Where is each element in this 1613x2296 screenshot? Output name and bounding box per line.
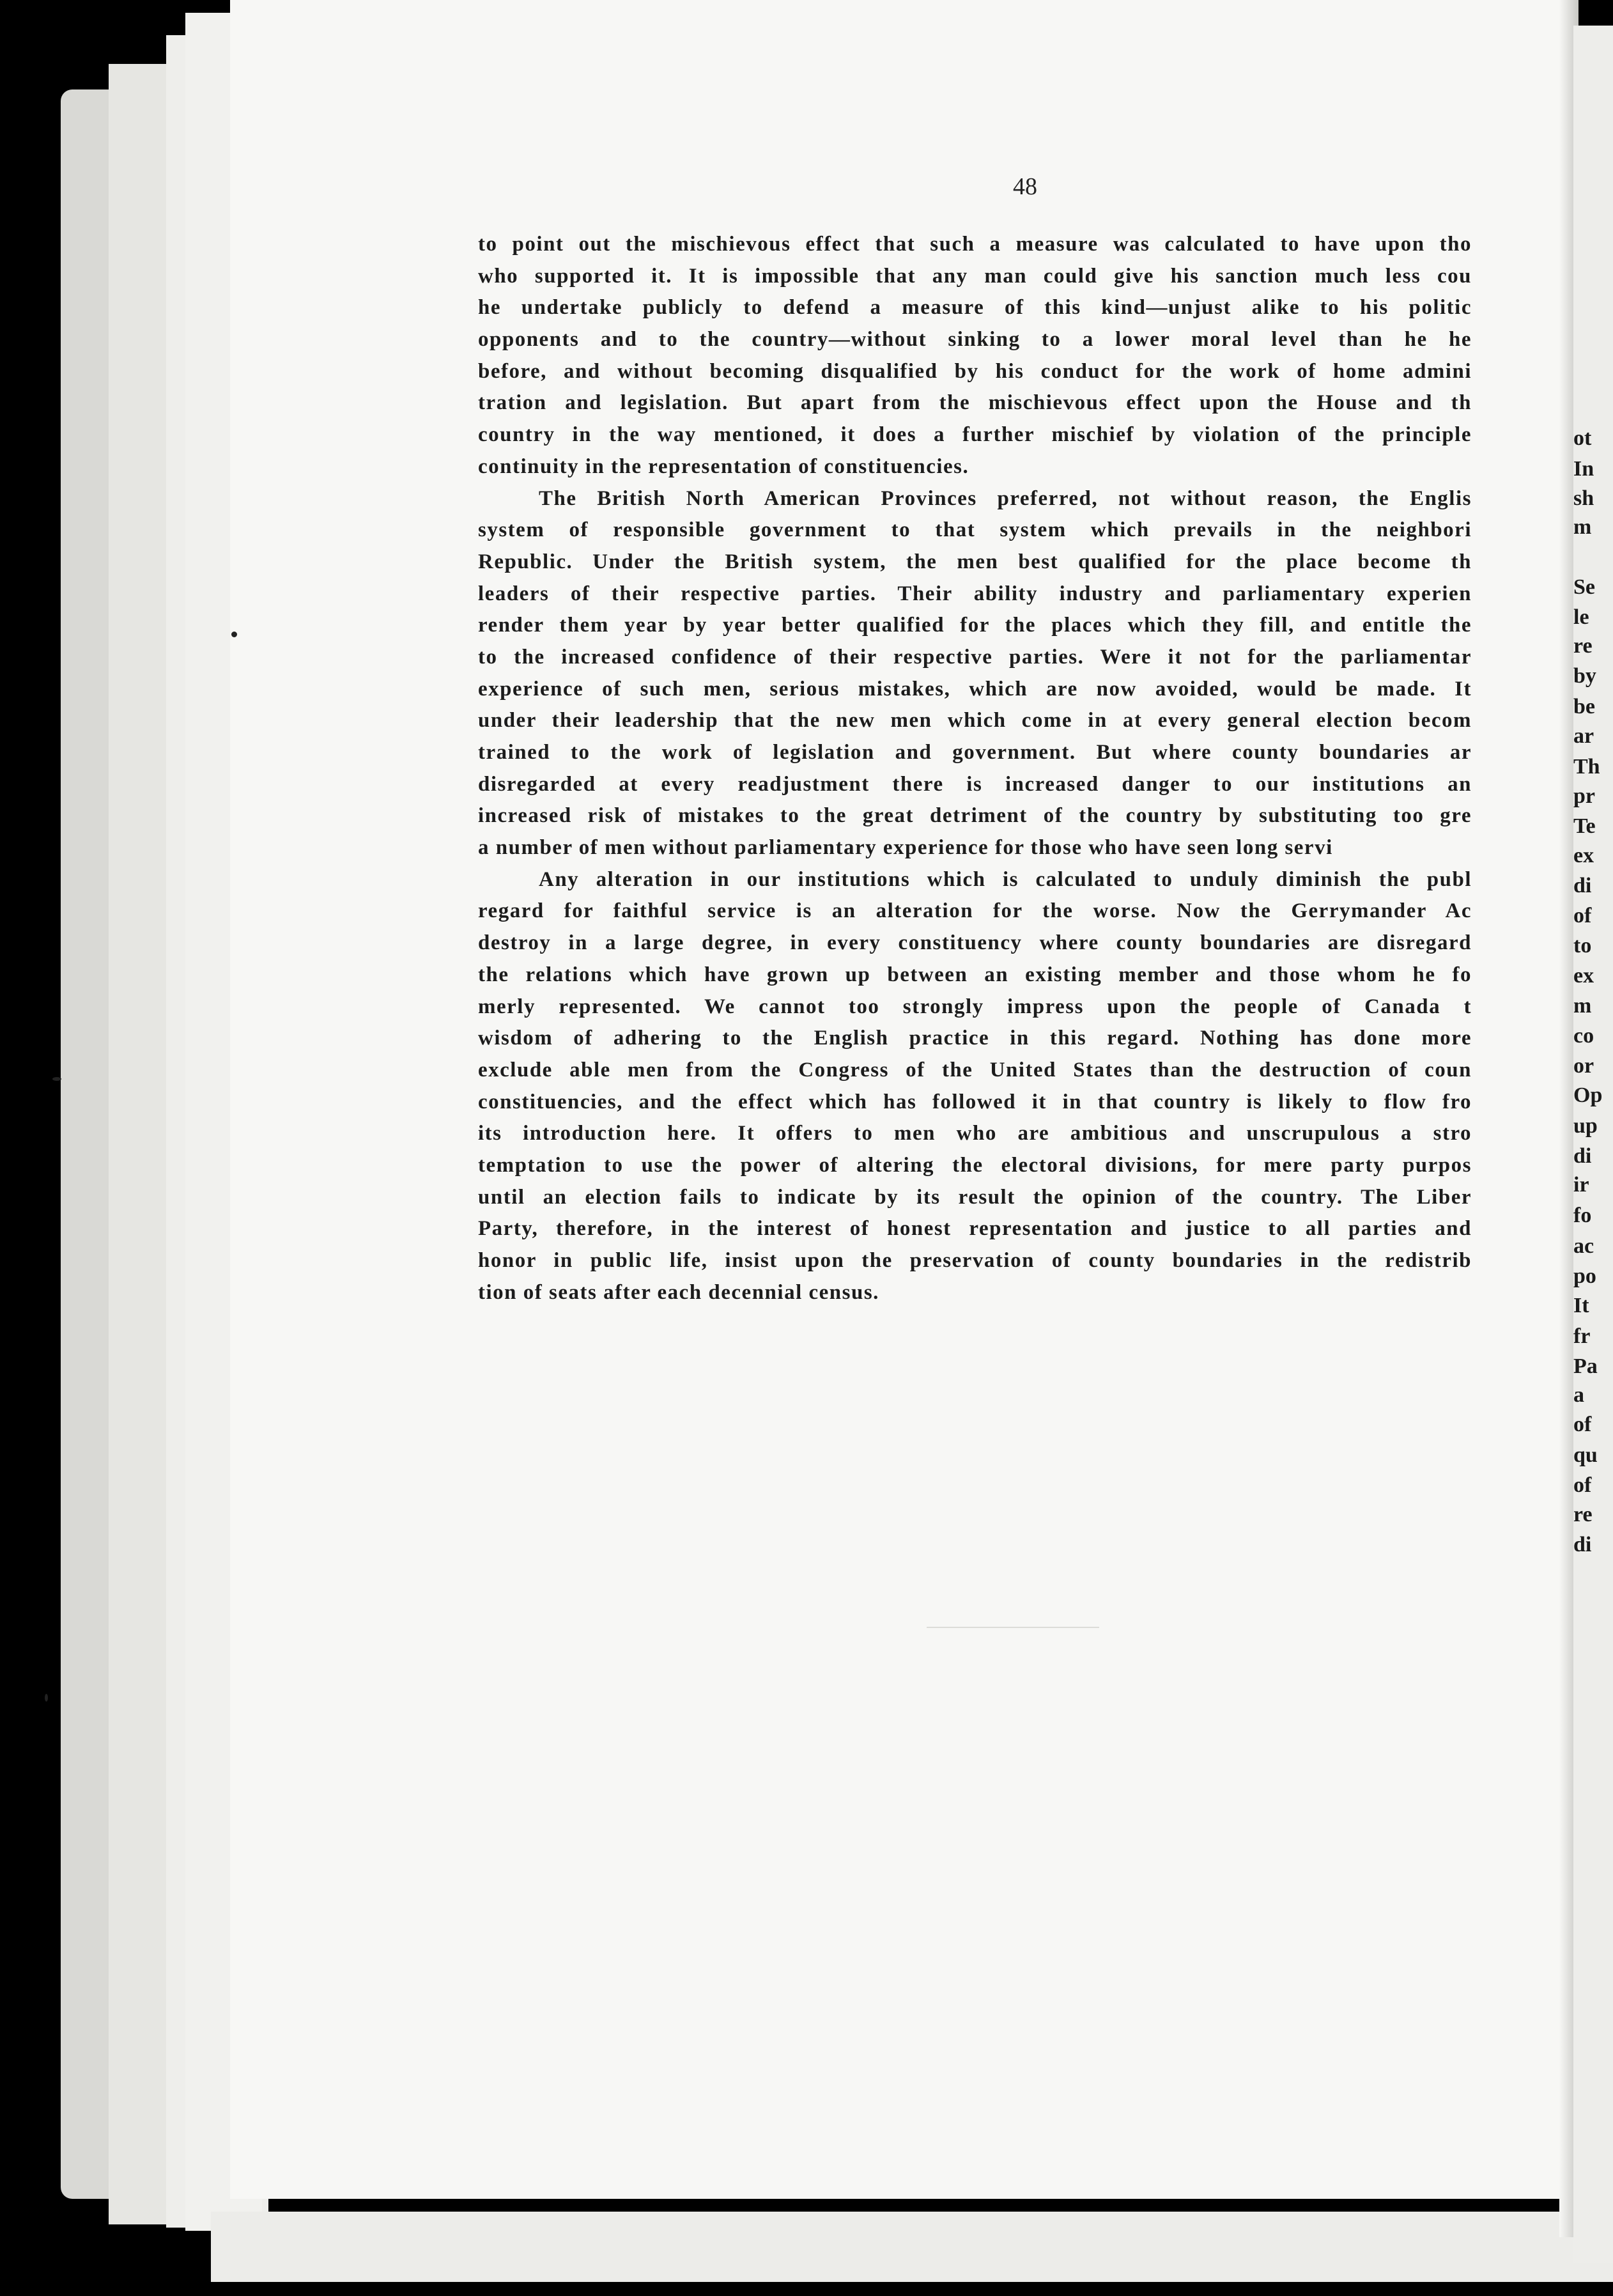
text-line: to the increased confidence of their respective parties. Were it not for the parliamentar <box>478 645 1472 669</box>
facing-page-fragment: sh <box>1573 486 1594 510</box>
facing-page-fragment: be <box>1573 695 1595 718</box>
facing-page-fragment: In <box>1573 457 1594 481</box>
facing-page-fragment: to <box>1573 934 1592 958</box>
facing-page-fragment: ex <box>1573 844 1594 867</box>
facing-page-fragment: of <box>1573 1473 1592 1497</box>
text-line: under their leadership that the new men which come in at every general election becom <box>478 709 1472 733</box>
facing-page-fragment: a <box>1573 1383 1584 1407</box>
facing-page-fragment: ir <box>1573 1173 1589 1197</box>
facing-page-fragment: Pa <box>1573 1354 1598 1378</box>
text-line: the relations which have grown up between an existing member and those whom he fo <box>478 963 1472 986</box>
facing-page-fragment: fo <box>1573 1204 1592 1227</box>
text-line: until an election fails to indicate by its result the opinion of the country. The Liber <box>478 1185 1472 1209</box>
facing-page-fragment: ot <box>1573 426 1592 450</box>
facing-page-fragment: of <box>1573 1413 1592 1436</box>
text-line: opponents and to the country—without sinking to a lower moral level than he he <box>478 328 1472 352</box>
text-line: tion of seats after each decennial census. <box>478 1280 879 1304</box>
facing-page-fragment: fr <box>1573 1324 1591 1348</box>
facing-page-fragment: re <box>1573 1503 1593 1526</box>
text-line: increased risk of mistakes to the great detriment of the country by substituting too gre <box>478 804 1472 828</box>
facing-page-fragment: Se <box>1573 575 1595 599</box>
margin-speck <box>45 1694 48 1702</box>
facing-page-fragment: by <box>1573 664 1596 688</box>
text-line: tration and legislation. But apart from the mischievous effect upon the House and th <box>478 391 1472 415</box>
facing-page-fragment: re <box>1573 634 1593 658</box>
text-line: a number of men without parliamentary experience for those who have seen long servi <box>478 836 1333 860</box>
margin-speck <box>52 1077 61 1081</box>
text-line: honor in public life, insist upon the preservation of county boundaries in the redistrib <box>478 1249 1472 1272</box>
text-line: exclude able men from the Congress of the United States than the destruction of coun <box>478 1058 1472 1082</box>
text-line: trained to the work of legislation and government. But where county boundaries ar <box>478 741 1472 764</box>
facing-page-fragment: Te <box>1573 814 1596 838</box>
facing-page-fragment: pr <box>1573 784 1595 808</box>
facing-page-fragment: It <box>1573 1294 1589 1317</box>
text-line: disregarded at every readjustment there is increased danger to our institutions an <box>478 772 1472 796</box>
page-number: 48 <box>1013 173 1037 200</box>
facing-page-fragment: of <box>1573 904 1592 927</box>
text-line: Party, therefore, in the interest of honest representation and justice to all parties and <box>478 1217 1472 1241</box>
text-line: The British North American Provinces preferred, not without reason, the Englis <box>539 486 1472 510</box>
facing-page-fragment: m <box>1573 515 1592 539</box>
facing-page-fragment: le <box>1573 605 1589 629</box>
text-line: Any alteration in our institutions which is calculated to unduly diminish the publ <box>539 867 1472 891</box>
margin-speck <box>231 632 237 637</box>
text-line: merly represented. We cannot too strongly impress upon the people of Canada t <box>478 995 1472 1018</box>
text-line: who supported it. It is impossible that any man could give his sanction much less cou <box>478 264 1472 288</box>
facing-page-fragment: up <box>1573 1114 1598 1138</box>
text-line: experience of such men, serious mistakes, which are now avoided, would be made. It <box>478 677 1472 701</box>
text-line: temptation to use the power of altering the electoral divisions, for mere party purpos <box>478 1153 1472 1177</box>
facing-page-fragment: ex <box>1573 964 1594 988</box>
text-line: its introduction here. It offers to men who are ambitious and unscrupulous a stro <box>478 1122 1472 1145</box>
text-line: leaders of their respective parties. Their ability industry and parliamentary experien <box>478 582 1472 605</box>
body-text <box>478 229 1472 1308</box>
text-line: render them year by year better qualified for the places which they fill, and entitle the <box>478 614 1472 637</box>
facing-page-fragment: m <box>1573 994 1592 1018</box>
text-line: continuity in the representation of constituencies. <box>478 454 969 478</box>
text-line: system of responsible government to that system which prevails in the neighbori <box>478 518 1472 542</box>
facing-page-fragment: di <box>1573 874 1592 897</box>
facing-page-fragment: di <box>1573 1533 1592 1556</box>
facing-page-fragment: po <box>1573 1264 1596 1288</box>
facing-page-fragment: Th <box>1573 755 1600 779</box>
text-line: wisdom of adhering to the English practice in this regard. Nothing has done more <box>478 1027 1472 1050</box>
text-line: regard for faithful service is an alteration for the worse. Now the Gerrymander Ac <box>478 899 1472 923</box>
facing-page-fragment: di <box>1573 1144 1592 1168</box>
facing-page-fragment: qu <box>1573 1443 1598 1467</box>
text-line: before, and without becoming disqualified by his conduct for the work of home admini <box>478 359 1472 383</box>
text-line: he undertake publicly to defend a measure of this kind—unjust alike to his politic <box>478 296 1472 320</box>
facing-page-fragment: or <box>1573 1054 1594 1078</box>
facing-page-fragment: co <box>1573 1024 1594 1048</box>
text-line: Republic. Under the British system, the men best qualified for the place become th <box>478 550 1472 573</box>
page-bottom-edge <box>211 2212 1613 2282</box>
text-line: to point out the mischievous effect that such a measure was calculated to have upon tho <box>478 233 1472 256</box>
facing-page-fragment: Op <box>1573 1083 1603 1107</box>
facing-page-strip <box>1573 26 1613 2263</box>
facing-page-fragment: ac <box>1573 1234 1594 1258</box>
text-line: destroy in a large degree, in every constituency where county boundaries are disregard <box>478 931 1472 955</box>
text-line: constituencies, and the effect which has followed it in that country is likely to flow fro <box>478 1090 1472 1113</box>
text-line: country in the way mentioned, it does a further mischief by violation of the principle <box>478 423 1472 447</box>
facing-page-fragment: ar <box>1573 724 1594 748</box>
faint-rule <box>927 1627 1099 1628</box>
